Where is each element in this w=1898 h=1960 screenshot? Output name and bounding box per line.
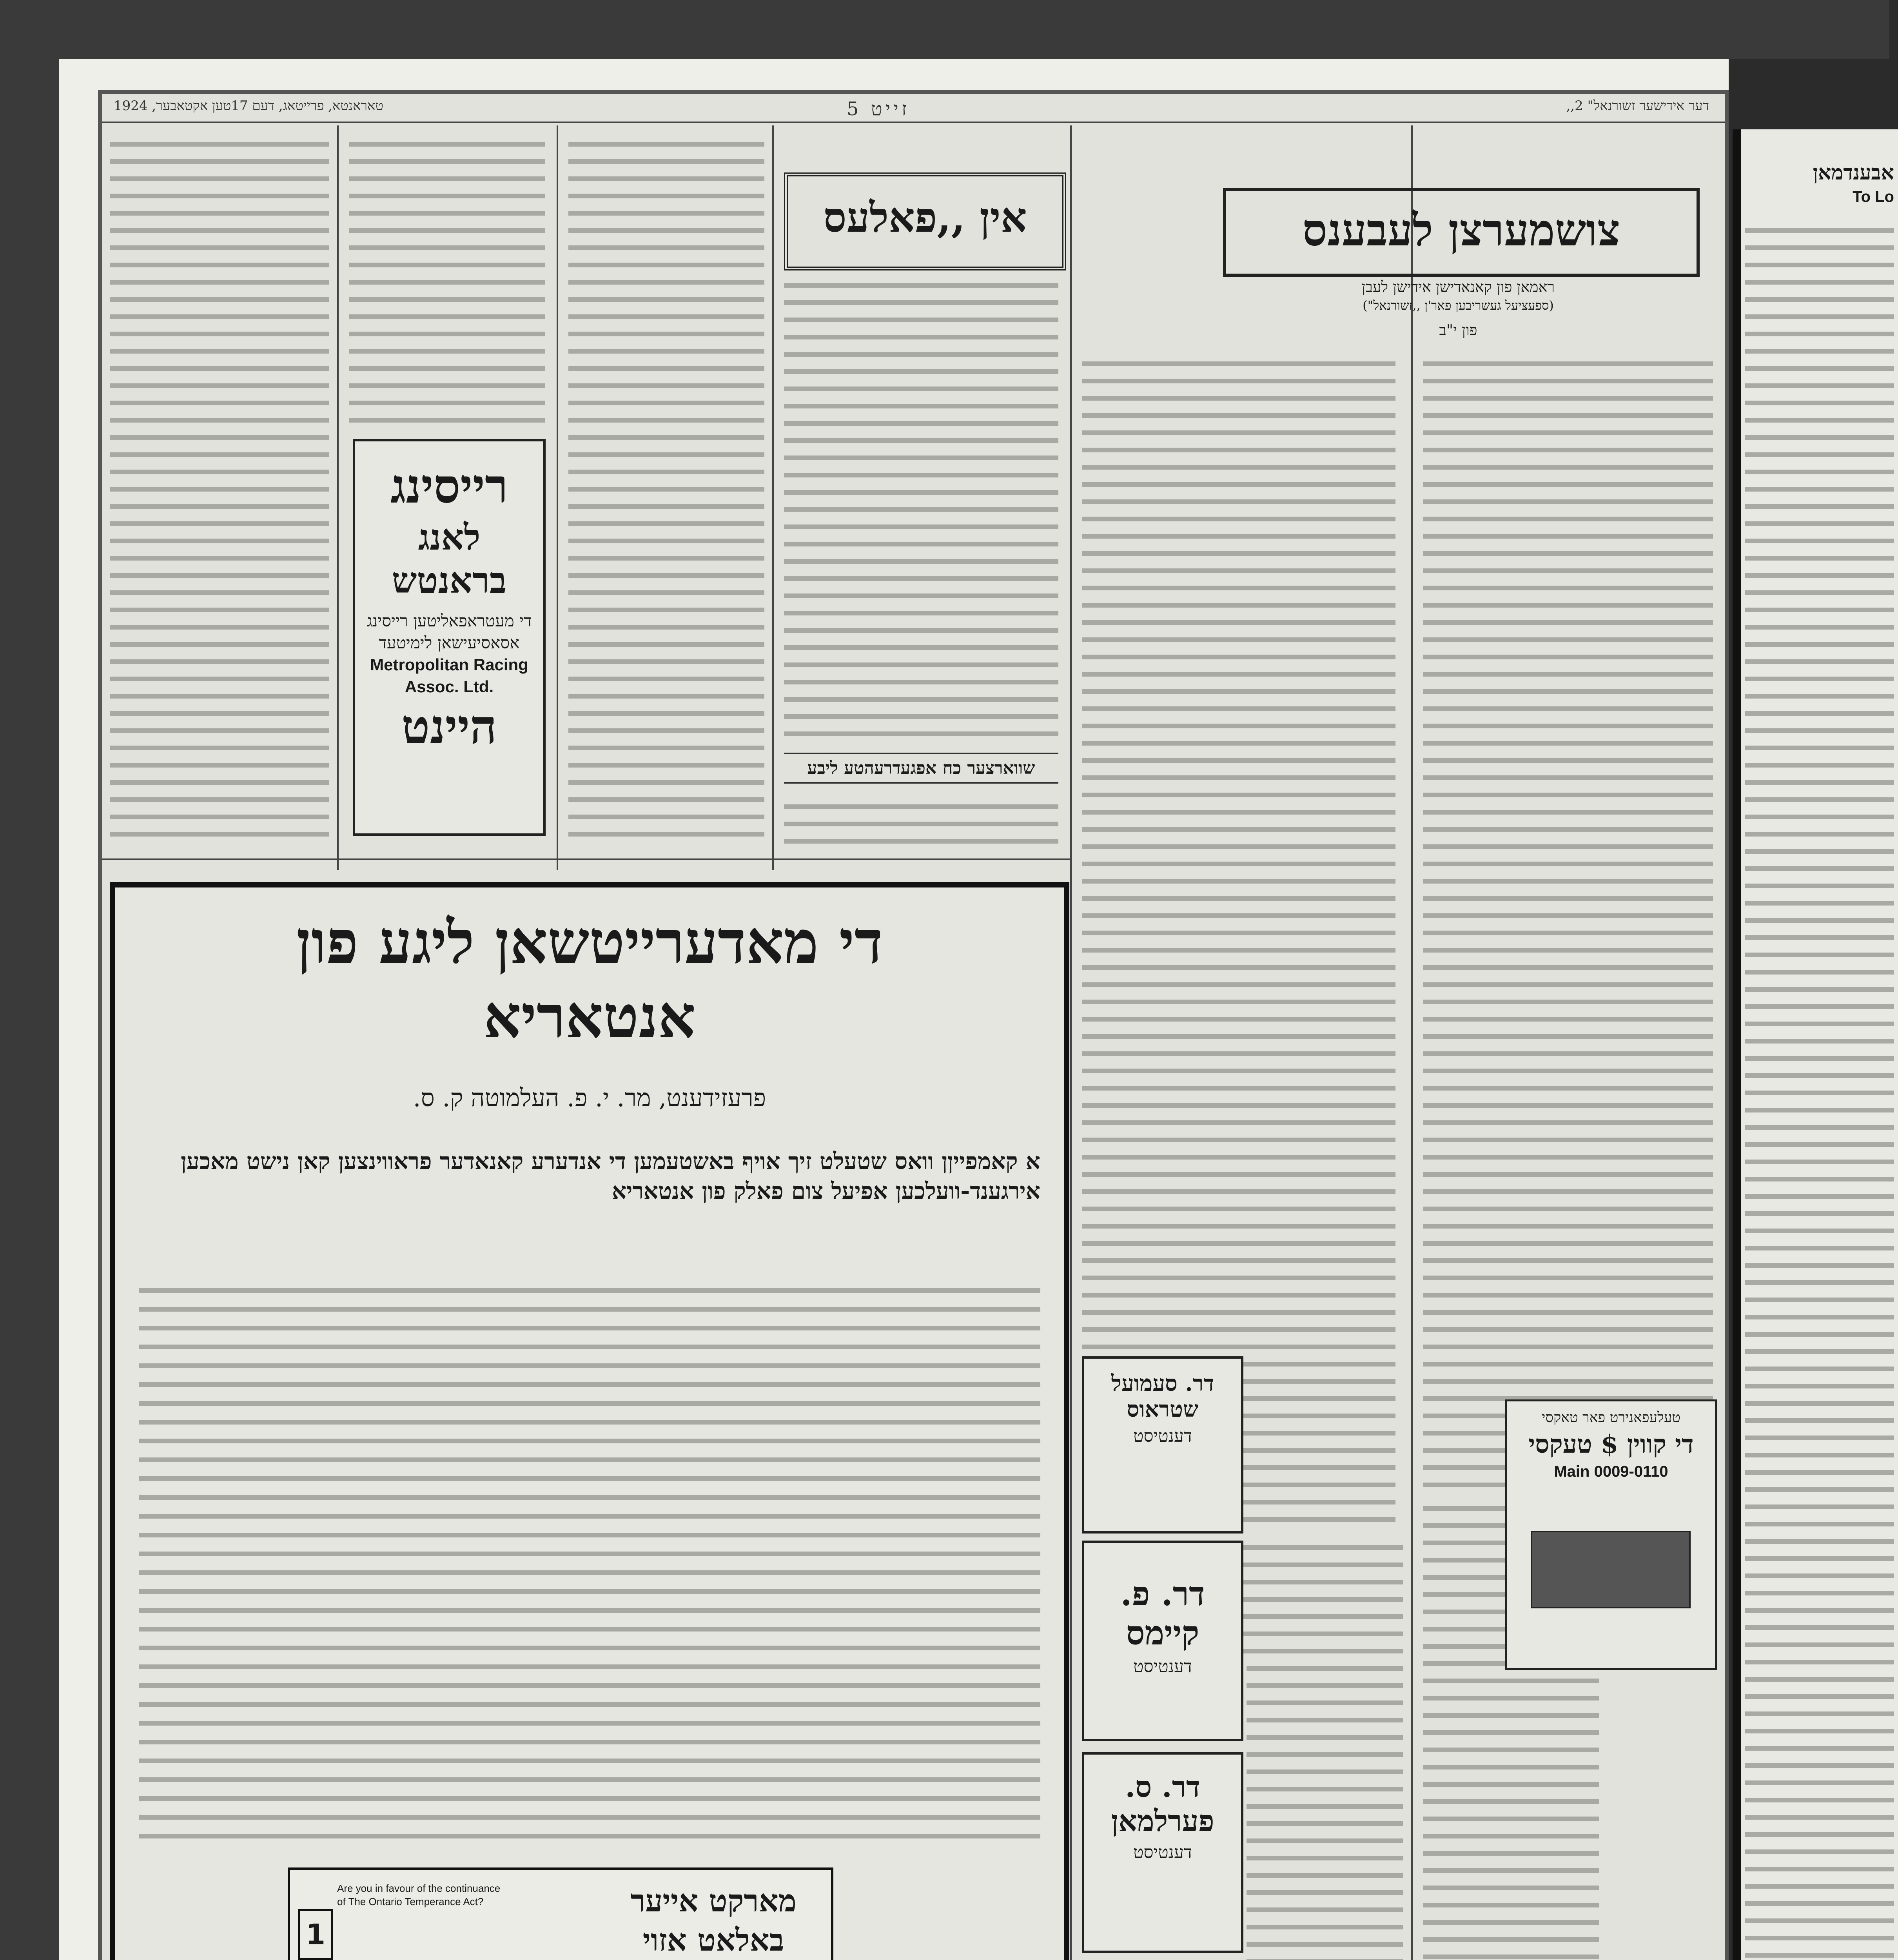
ad-president: פרעזידענט, מר. י. פ. העלמוטה ק. ס. <box>413 1083 766 1112</box>
ballot-instruction: מארקט אייער באלאט אזוי <box>630 1883 797 1958</box>
scanner-top-border <box>0 0 1889 59</box>
article-subtitle: ראמאן פון קאנאדישן אידישן לעבן <box>1361 278 1555 296</box>
ad-lead-text: א קאמפייןן וואס שטעלט זיך אויף באשטעמען די אנדערע קאנאדער פראווינצען קאן נישט מאכען אירגענד-וועלכען אפיעל צום פאלק פון אנטאריא <box>181 1148 1040 1204</box>
page-number-header: זייט 5 <box>847 98 910 120</box>
dentist-2-title: דענטיסט <box>1133 1657 1192 1677</box>
taxi-ad-line1: טעלעפאנירט פאר טאקסי <box>1542 1410 1680 1426</box>
article-headline-palais: אין ,,פאלעס <box>784 172 1066 270</box>
article-subtitle-2: (ספעציעל געשריבען פאר'ן ,,זשורנאל") <box>1363 298 1554 313</box>
article-body-column <box>784 796 1058 855</box>
ballot-sample <box>288 1867 833 1960</box>
article-headline-tzushmertsn: צושמערצן לעבענס <box>1223 188 1700 277</box>
dentist-3-title: דענטיסט <box>1133 1842 1192 1862</box>
column-rule <box>1070 125 1072 1960</box>
newspaper-scan <box>98 90 1729 1960</box>
running-header-right: ,,דער אידישער זשורנאל" 2 <box>1566 98 1709 114</box>
article-author: פון י"ב <box>1439 321 1477 339</box>
article-subheadline: שווארצער כח אפגעדרעהטע ליבע <box>784 753 1058 784</box>
moderation-league-ad <box>110 882 1069 1960</box>
taxi-ad <box>1505 1399 1717 1670</box>
dentist-ad-2 <box>1082 1541 1243 1741</box>
column-rule <box>557 125 558 870</box>
article-body-column <box>1082 353 1395 1529</box>
column-rule <box>1411 125 1413 1960</box>
ad-body-text <box>139 1279 1040 1852</box>
article-body-column <box>1423 353 1713 1490</box>
adjacent-page <box>1733 129 1898 1960</box>
dentist-1-name: דר. סעמועל שטראוס <box>1111 1370 1214 1422</box>
ballot-number-1: 1 <box>298 1909 333 1960</box>
scanner-left-border <box>0 59 59 1960</box>
adjacent-page-english: To Lo <box>1853 188 1894 205</box>
racing-ad-location: לאנג בראנטש <box>392 517 507 601</box>
racing-ad-org: די מעטראפאליטען רייסינג אסאסיעישאן לימיטעד <box>367 611 532 652</box>
ballot-question-1: Are you in favour of the continuance of The Ontario Temperance Act? <box>337 1882 501 1907</box>
racing-ad-today: היינט <box>401 699 497 755</box>
racing-ad <box>353 439 546 836</box>
taxi-ad-line2: די קווין $ טעקסי <box>1528 1430 1694 1459</box>
taxi-ad-phone: Main 0009-0110 <box>1554 1463 1668 1480</box>
taxi-car-image <box>1531 1531 1691 1608</box>
header-rule <box>102 122 1725 123</box>
article-body-column <box>784 274 1058 745</box>
racing-ad-org-english: Metropolitan Racing Assoc. Ltd. <box>370 655 528 696</box>
adjacent-page-text <box>1745 220 1894 1960</box>
dentist-2-name: דר. פ. קיימס <box>1120 1574 1205 1652</box>
ad-title-province: אנטאריא <box>483 982 696 1051</box>
ad-title: די מאדערייטשאן ליגע פון <box>296 908 883 977</box>
dentist-1-title: דענטיסט <box>1133 1426 1192 1446</box>
racing-results-column <box>349 133 545 431</box>
dentist-3-name: דר. ס. פערלמאן <box>1111 1770 1214 1838</box>
dentist-ad-1 <box>1082 1356 1243 1534</box>
running-header-left: טאראנטא, פרייטאג, דעם 17טען אקטאבער, 1924 <box>114 98 383 114</box>
dentist-ad-3 <box>1082 1752 1243 1953</box>
racing-results-column <box>568 133 764 839</box>
racing-results-column <box>110 133 329 839</box>
racing-ad-title: רייסינג <box>390 459 508 514</box>
adjacent-page-header: אבענדמאן <box>1813 161 1894 185</box>
article-body-column <box>1247 1537 1403 1960</box>
section-rule <box>102 858 1070 860</box>
column-rule <box>772 125 774 870</box>
ballot-row-1 <box>290 1870 510 1960</box>
column-rule <box>337 125 339 870</box>
